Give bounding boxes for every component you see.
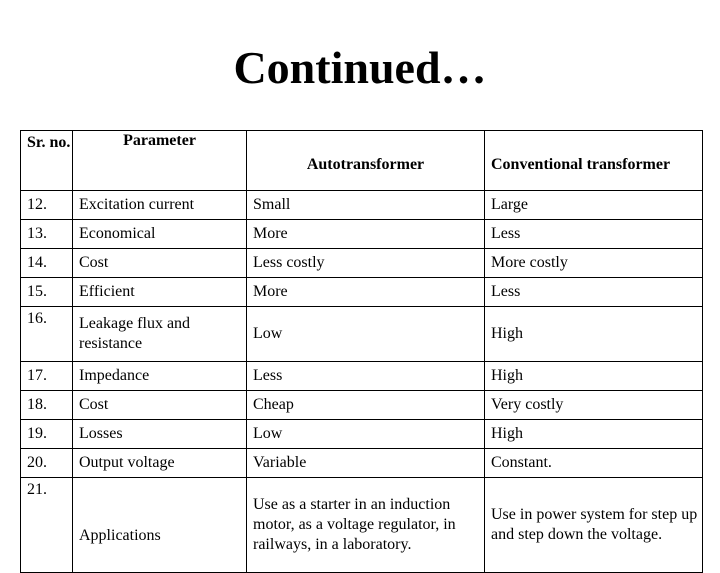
table-row <box>21 391 703 420</box>
header-conventional-transformer: Conventional transformer <box>485 131 703 191</box>
cell-conventional: High <box>485 362 703 391</box>
cell-autotransformer: Low <box>247 420 485 449</box>
table-row <box>21 420 703 449</box>
cell-autotransformer: Small <box>247 191 485 220</box>
page-title: Continued… <box>233 42 487 93</box>
cell-parameter: Leakage flux and resistance <box>73 307 247 362</box>
table-row <box>21 249 703 278</box>
cell-parameter: Cost <box>73 391 247 420</box>
cell-conventional: Large <box>485 191 703 220</box>
cell-parameter: Impedance <box>73 362 247 391</box>
cell-autotransformer: Less costly <box>247 249 485 278</box>
header-sr-no: Sr. no. <box>21 131 73 191</box>
cell-autotransformer: Cheap <box>247 391 485 420</box>
cell-conventional: Use in power system for step up and step down the voltage. <box>485 478 703 573</box>
table-header-row <box>21 131 703 191</box>
table-row <box>21 278 703 307</box>
cell-sr: 20. <box>21 449 73 478</box>
cell-sr: 12. <box>21 191 73 220</box>
cell-parameter: Excitation current <box>73 191 247 220</box>
table-row <box>21 220 703 249</box>
cell-parameter: Losses <box>73 420 247 449</box>
cell-sr: 16. <box>21 307 73 362</box>
cell-conventional: High <box>485 307 703 362</box>
cell-sr: 13. <box>21 220 73 249</box>
cell-parameter: Output voltage <box>73 449 247 478</box>
cell-autotransformer: Low <box>247 307 485 362</box>
table-row <box>21 307 703 362</box>
cell-sr: 15. <box>21 278 73 307</box>
cell-conventional: High <box>485 420 703 449</box>
cell-conventional: More costly <box>485 249 703 278</box>
cell-conventional: Less <box>485 220 703 249</box>
header-parameter: Parameter <box>73 131 247 191</box>
table-row <box>21 449 703 478</box>
cell-sr: 17. <box>21 362 73 391</box>
cell-parameter: Efficient <box>73 278 247 307</box>
table-row <box>21 191 703 220</box>
cell-sr: 21. <box>21 478 73 573</box>
cell-sr: 14. <box>21 249 73 278</box>
cell-autotransformer: Use as a starter in an induction motor, as a voltage regulator, in railways, in a laboratory. <box>247 478 485 573</box>
cell-parameter: Cost <box>73 249 247 278</box>
cell-autotransformer: Less <box>247 362 485 391</box>
cell-sr: 19. <box>21 420 73 449</box>
cell-autotransformer: More <box>247 278 485 307</box>
cell-parameter: Applications <box>73 478 247 573</box>
comparison-table <box>20 130 703 573</box>
cell-autotransformer: Variable <box>247 449 485 478</box>
cell-autotransformer: More <box>247 220 485 249</box>
cell-conventional: Very costly <box>485 391 703 420</box>
cell-conventional: Less <box>485 278 703 307</box>
cell-parameter: Economical <box>73 220 247 249</box>
cell-sr: 18. <box>21 391 73 420</box>
header-autotransformer: Autotransformer <box>247 131 485 191</box>
table-row <box>21 478 703 573</box>
table-row <box>21 362 703 391</box>
cell-conventional: Constant. <box>485 449 703 478</box>
